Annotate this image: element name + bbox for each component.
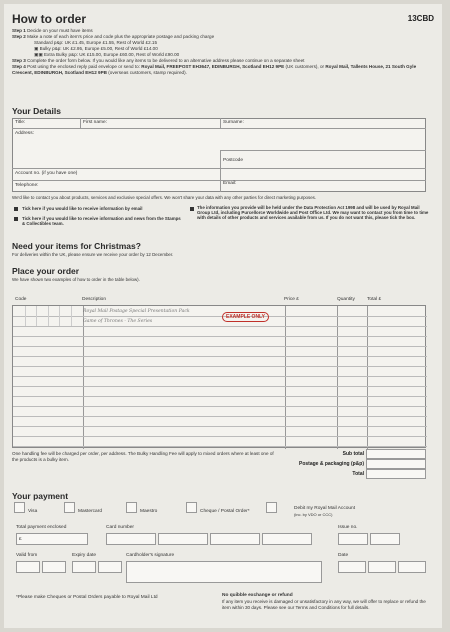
digit-box[interactable]: [398, 561, 426, 573]
digit-box[interactable]: [98, 561, 122, 573]
postage-field[interactable]: [366, 459, 426, 469]
digit-box[interactable]: [368, 561, 396, 573]
order-row[interactable]: [13, 446, 427, 447]
guarantee-text: If any item you receive is damaged or unsatisfactory in any way, we will offer to replace or refund the item within 30 days. Please see our Terms and Conditions for full details.: [222, 599, 426, 610]
cheque-label: Cheque / Postal Order*: [200, 509, 250, 514]
postage-bulky: ▣ Bulky p&p: UK £2.95, Europe £5.00, Rest of World £14.00: [34, 46, 158, 51]
order-row[interactable]: [13, 346, 427, 347]
payment-heading: Your payment: [12, 491, 69, 501]
order-column-divider: [83, 306, 84, 449]
currency-symbol: £: [19, 537, 22, 542]
order-row[interactable]: [13, 406, 427, 407]
order-form-page: [4, 4, 442, 628]
postcode-field[interactable]: Postcode: [223, 158, 244, 163]
step-3: Step 3 Complete the order form below. If you would like any items to be delivered to an alternative address please continue on a separate sheet: [12, 58, 305, 63]
code-digit-cell: [59, 316, 60, 326]
card-number-label: Card number: [106, 525, 134, 530]
code-digit-cell: [48, 316, 49, 326]
digit-box[interactable]: [338, 533, 368, 545]
subtotal-field[interactable]: [366, 449, 426, 459]
valid-from-label: Valid from: [16, 553, 38, 558]
surname-field[interactable]: Surname:: [223, 120, 244, 125]
order-row[interactable]: [13, 366, 427, 367]
digit-box[interactable]: [72, 561, 96, 573]
debit-account-checkbox[interactable]: [266, 502, 277, 513]
digit-box[interactable]: [16, 561, 40, 573]
total-field[interactable]: [366, 469, 426, 479]
news-info-checkbox[interactable]: [14, 217, 18, 221]
page-title: How to order: [12, 12, 86, 26]
maestro-label: Maestro: [140, 509, 158, 514]
code-digit-cell: [71, 316, 72, 326]
order-steps: [12, 28, 432, 76]
order-row[interactable]: [13, 376, 427, 377]
digit-box[interactable]: [42, 561, 66, 573]
postage-extra-bulky: ▣▣ Extra Bulky p&p: UK £15.00, Europe £60.00, Rest of World £90.00: [34, 52, 180, 57]
postage-standard: Standard p&p: UK £1.45, Europe £1.55, Rest of World £2.15: [34, 40, 158, 45]
order-row[interactable]: [13, 316, 427, 317]
digit-box[interactable]: [338, 561, 366, 573]
visa-label: Visa: [28, 509, 38, 514]
digit-box[interactable]: [158, 533, 208, 545]
order-column-divider: [337, 306, 338, 449]
data-optout-checkbox[interactable]: [190, 207, 194, 211]
signature-label: Cardholder's signature: [126, 553, 175, 558]
step-4: Step 4 Post using the enclosed reply paid envelope or send to: Royal Mail, FREEPOST EH3647, EDINBURGH, Scotland EH12 9PE (UK customers), or Royal Mail, Tallents House, 21 South Gyle Crescent, EDINBURGH, Scotland EH12 9PB (overseas customers, stamp required).: [12, 64, 417, 75]
order-column-divider: [367, 306, 368, 449]
title-field[interactable]: Title:: [15, 120, 26, 125]
code-digit-cell: [36, 316, 37, 326]
order-row[interactable]: [13, 336, 427, 337]
signature-field[interactable]: [126, 561, 322, 583]
code-digit-cell: [59, 306, 60, 316]
digit-box[interactable]: [106, 533, 156, 545]
cheque-checkbox[interactable]: [186, 502, 197, 513]
order-row[interactable]: [13, 396, 427, 397]
tick-email-label: Tick here if you would like to receive information by email: [22, 206, 143, 211]
code-digit-cell: [36, 306, 37, 316]
form-code: 13CBD: [407, 14, 434, 23]
digit-box[interactable]: [370, 533, 400, 545]
order-heading: Place your order: [12, 266, 80, 276]
col-price: Price £: [284, 297, 299, 302]
total-label: Total: [352, 471, 364, 477]
total-enclosed-label: Total payment enclosed: [16, 525, 67, 530]
email-info-checkbox[interactable]: [14, 207, 18, 211]
order-row[interactable]: [13, 416, 427, 417]
order-row[interactable]: [13, 326, 427, 327]
handling-note: One handling fee will be charged per order, per address. The Bulky Handling Fee will apply to mixed orders where at least one of the products is a bulky item.: [12, 451, 274, 462]
account-field[interactable]: Account no. (if you have one): [15, 171, 78, 176]
maestro-checkbox[interactable]: [126, 502, 137, 513]
privacy-text: We'd like to contact you about products, services and exclusive special offers. We won't share your data with any other parties for direct marketing purposes.: [12, 195, 317, 200]
example-row-2: Game of Thrones - The Series: [83, 319, 153, 324]
tick-news-label: Tick here if you would like to receive information and news from the Stamps & Collectibles team.: [22, 216, 181, 227]
order-row[interactable]: [13, 386, 427, 387]
digit-box[interactable]: [262, 533, 312, 545]
first-name-field[interactable]: First name:: [83, 120, 107, 125]
debit-sub-label: (inc. by VDO or CCC): [294, 512, 333, 517]
debit-label: Debit my Royal Mail Account: [294, 506, 356, 511]
christmas-heading: Need your items for Christmas?: [12, 241, 141, 251]
guarantee-title: No quibble exchange or refund: [222, 593, 293, 598]
digit-box[interactable]: [210, 533, 260, 545]
visa-checkbox[interactable]: [14, 502, 25, 513]
mastercard-label: Mastercard: [78, 509, 102, 514]
date-label: Date: [338, 553, 349, 558]
col-description: Description: [82, 297, 106, 302]
example-only-stamp: EXAMPLE ONLY: [222, 312, 269, 322]
code-digit-cell: [25, 316, 26, 326]
bulky-icon: ▣: [34, 46, 39, 51]
christmas-text: For deliveries within the UK, please ensure we receive your order by 12 December.: [12, 252, 174, 257]
order-row[interactable]: [13, 356, 427, 357]
address-field[interactable]: Address:: [15, 131, 34, 136]
example-row-1: Royal Mail Postage Special Presentation Pack: [83, 309, 190, 314]
code-digit-cell: [71, 306, 72, 316]
col-code: Code: [15, 297, 27, 302]
subtotal-label: Sub total: [342, 451, 364, 457]
expiry-label: Expiry date: [72, 553, 96, 558]
cheque-note: *Please make Cheques or Postal Orders payable to Royal Mail Ltd: [16, 595, 158, 600]
order-table: [12, 305, 426, 448]
extra-bulky-icon: ▣▣: [34, 52, 43, 57]
order-row[interactable]: [13, 436, 427, 437]
order-row[interactable]: [13, 426, 427, 427]
step-1: Step 1 Decide on your must have items: [12, 28, 93, 33]
col-total: Total £: [367, 297, 382, 302]
postage-label: Postage & packaging (p&p): [298, 461, 364, 467]
code-digit-cell: [25, 306, 26, 316]
order-column-divider: [285, 306, 286, 449]
col-quantity: Quantity: [337, 297, 355, 302]
details-heading: Your Details: [12, 106, 61, 116]
issue-no-label: Issue no.: [338, 525, 358, 530]
email-field[interactable]: Email:: [223, 181, 237, 186]
mastercard-checkbox[interactable]: [64, 502, 75, 513]
telephone-field[interactable]: Telephone:: [15, 183, 39, 188]
order-subtext: We have shown two examples of how to order in the table below).: [12, 277, 140, 282]
code-digit-cell: [48, 306, 49, 316]
step-2: Step 2 Make a note of each item's price and code plus the appropriate postage and packing charge: [12, 34, 215, 39]
data-notice: The information you provide will be held under the Data Protection Act 1998 and will be used by Royal Mail Group Ltd, including Purcellorce Worldwide and Post Office Ltd. We may want to contact you from time to time with details of other products and services available from us. If you do not want this, please tick the box.: [197, 205, 429, 221]
total-enclosed-field[interactable]: [16, 533, 88, 545]
